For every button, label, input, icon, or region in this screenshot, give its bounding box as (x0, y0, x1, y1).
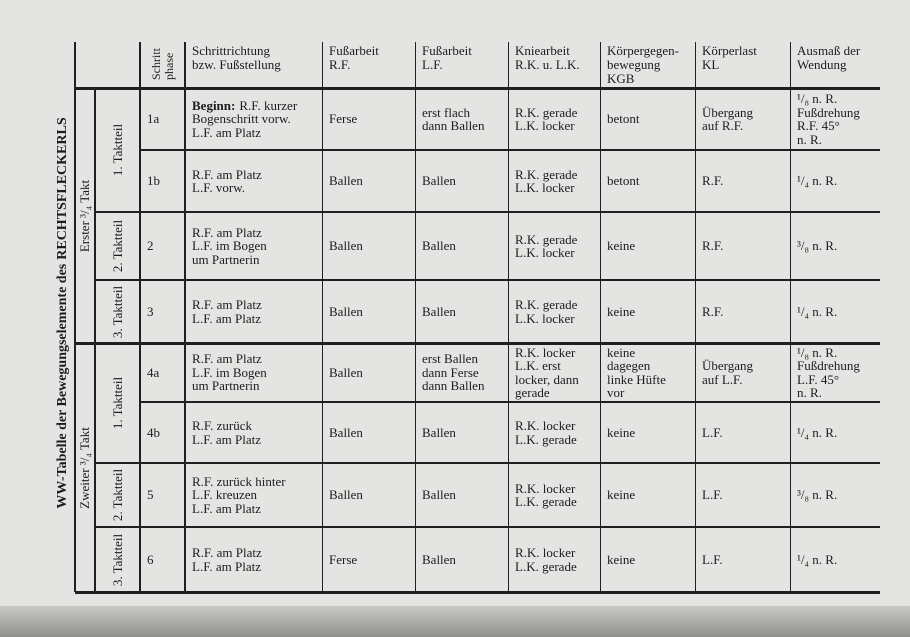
cell-line: R.F. am Platz (192, 351, 262, 367)
taktteil-label: 3. Taktteil (110, 533, 125, 586)
cell-line: L.F. am Platz (192, 431, 262, 447)
table-cell (422, 212, 506, 280)
cell-line: dann Ballen (422, 378, 485, 394)
cell-line: Körpergegen- (607, 43, 679, 58)
table-cell (797, 463, 878, 527)
cell-line: 5 (147, 487, 154, 503)
cell-line: keine (607, 238, 636, 254)
table-cell (422, 527, 506, 592)
step-label (147, 280, 183, 343)
cell-line: Wendung (797, 57, 847, 72)
table-cell (329, 463, 413, 527)
cell-line: bzw. Fußstellung (192, 57, 281, 72)
table-cell (607, 280, 693, 343)
table-header-cell (702, 44, 787, 72)
table-cell (329, 150, 413, 212)
cell-line: ¹/₈ n. R. (797, 344, 838, 360)
table-cell (607, 463, 693, 527)
taktteil-label: 1. Taktteil (110, 123, 125, 177)
cell-line: R.K. gerade (515, 297, 578, 312)
cell-line: um Partnerin (192, 378, 260, 394)
cell-line: erst flach (422, 104, 471, 120)
cell-line: keine (607, 487, 636, 503)
cell-line: L.F. am Platz (192, 310, 262, 326)
cell-line: L.F. 45° (797, 371, 840, 387)
cell-line: betont (607, 173, 640, 189)
cell-line: Ballen (329, 424, 363, 440)
table-cell (192, 463, 320, 527)
cell-line: Fußdrehung (797, 104, 860, 120)
cell-line: ¹/₄ n. R. (797, 424, 838, 440)
cell-line: auf R.F. (702, 118, 744, 133)
table-row (0, 527, 910, 592)
table-header-cell (192, 44, 319, 72)
table-cell (192, 150, 320, 212)
table-cell (797, 402, 878, 463)
step-label (147, 527, 183, 592)
cell-line: R.K. locker (515, 344, 576, 360)
cell-line: dagegen (607, 358, 651, 373)
cell-line: ³/₈ n. R. (797, 487, 838, 503)
step-label (147, 150, 183, 212)
cell-line: KL (702, 57, 720, 72)
cell-line: L.K. gerade (515, 431, 577, 447)
cell-line: Fußarbeit (329, 43, 379, 58)
table-cell (422, 402, 506, 463)
table-cell (515, 280, 598, 343)
cell-line: 4b (147, 424, 160, 440)
cell-line: Fußarbeit (422, 43, 472, 58)
cell-line: L.F. (702, 551, 723, 567)
table-cell (797, 343, 878, 402)
cell-line: vor (607, 385, 625, 400)
table-cell (515, 343, 598, 402)
cell-line: L.F. im Bogen (192, 364, 267, 380)
cell-line: R.K. locker (515, 480, 576, 496)
cell-line: R.F. 45° (797, 118, 840, 133)
cell-line: erst Ballen (422, 351, 478, 367)
cell-line: Ballen (329, 238, 363, 254)
cell-line: R.F. (702, 303, 724, 319)
table-cell (607, 402, 693, 463)
table-cell (515, 88, 598, 150)
table-cell (797, 527, 878, 592)
cell-line: Ballen (329, 173, 363, 189)
cell-line: n. R. (797, 131, 822, 147)
cell-line: linke Hüfte (607, 371, 666, 387)
table-cell (192, 88, 320, 150)
taktteil-label: 1. Taktteil (110, 376, 125, 430)
cell-line: ¹/₄ n. R. (797, 173, 838, 189)
table-cell (515, 150, 598, 212)
table-cell (607, 527, 693, 592)
table-cell (702, 527, 788, 592)
table-cell (329, 212, 413, 280)
cell-line: L.F. im Bogen (192, 238, 267, 254)
cell-line: keine (607, 424, 636, 440)
cell-line: um Partnerin (192, 251, 260, 267)
table-cell (702, 150, 788, 212)
table-cell (515, 402, 598, 463)
cell-line: Ballen (422, 303, 456, 319)
table-cell (702, 343, 788, 402)
cell-line: dann Ferse (422, 364, 479, 380)
cell-line: L.F. kreuzen (192, 487, 258, 503)
step-label (147, 212, 183, 280)
cell-line: R.F. (702, 173, 724, 189)
table-cell (515, 527, 598, 592)
cell-line: R.K. locker (515, 418, 576, 433)
cell-line: L.K. locker (515, 180, 575, 195)
table-cell (702, 280, 788, 343)
cell-line: L.K. locker (515, 310, 575, 326)
cell-line: Körperlast (702, 43, 757, 58)
cell-line: Fußdrehung (797, 358, 860, 373)
cell-line: L.F. (422, 57, 443, 72)
table-cell (329, 527, 413, 592)
step-label (147, 343, 183, 402)
cell-line: L.K. locker (515, 118, 575, 133)
table-row (0, 343, 910, 402)
table-row (0, 150, 910, 212)
taktteil-label: 3. Taktteil (110, 285, 125, 338)
cell-line: L.K. gerade (515, 494, 577, 509)
table-cell (422, 463, 506, 527)
table-cell (607, 343, 693, 402)
table-cell (192, 280, 320, 343)
cell-line: Schritt (149, 48, 163, 80)
table-cell (329, 402, 413, 463)
cell-line: betont (607, 111, 640, 127)
table-cell (422, 88, 506, 150)
cell-line: dann Ballen (422, 118, 485, 133)
table-row (0, 88, 910, 150)
cell-line: keine (607, 551, 636, 567)
cell-line: Schrittrichtung (192, 43, 270, 58)
cell-line: 2 (147, 238, 154, 254)
cell-line: R.K. gerade (515, 166, 578, 182)
cell-line: ³/₈ n. R. (797, 238, 838, 254)
table-cell (192, 402, 320, 463)
cell-line: Ferse (329, 111, 358, 127)
cell-line: Ballen (422, 551, 456, 567)
table-cell (192, 212, 320, 280)
cell-line: ¹/₄ n. R. (797, 551, 838, 567)
cell-line: R.K. locker (515, 545, 576, 560)
table-cell (702, 402, 788, 463)
cell-line: Ballen (329, 303, 363, 319)
title-prefix: WW-Tabelle der Bewegungselemente des (55, 263, 70, 509)
table-header-cell (607, 44, 692, 86)
cell-line: gerade (515, 385, 550, 400)
table-row (0, 212, 910, 280)
cell-line: Ballen (329, 364, 363, 380)
cell-line: R.F. am Platz (192, 166, 262, 182)
cell-line: L.F. vorw. (192, 180, 246, 195)
cell-line: R.F. am Platz (192, 297, 262, 312)
title-emphasis: RECHTSFLECKERLS (55, 117, 70, 260)
table-cell (192, 343, 320, 402)
table-row (0, 280, 910, 343)
cell-line: R.F. am Platz (192, 545, 262, 560)
cell-line: L.K. gerade (515, 558, 577, 574)
table-cell (329, 343, 413, 402)
step-label (147, 88, 183, 150)
cell-line: Ballen (422, 487, 456, 503)
cell-line: Ferse (329, 551, 358, 567)
takt-label: Erster ³/₄ Takt (77, 179, 92, 252)
cell-line: Übergang (702, 358, 754, 373)
table-cell (329, 280, 413, 343)
cell-line: KGB (607, 71, 635, 86)
table-cell (702, 463, 788, 527)
table-cell (607, 212, 693, 280)
cell-line: R.F. am Platz (192, 224, 262, 240)
cell-line: Ballen (329, 487, 363, 503)
takt-label: Zweiter ³/₄ Takt (77, 426, 92, 509)
cell-line: ¹/₈ n. R. (797, 91, 838, 106)
cell-line: auf L.F. (702, 371, 743, 387)
cell-line: L.K. erst (515, 358, 561, 373)
cell-line: phase (162, 52, 176, 80)
taktteil-label: 2. Taktteil (110, 219, 125, 273)
taktteil-label: 2. Taktteil (110, 468, 125, 522)
cell-line: R.F. zurück hinter (192, 473, 286, 489)
cell-line: Übergang (702, 104, 754, 120)
cell-line: L.K. locker (515, 245, 575, 260)
table-cell (515, 212, 598, 280)
cell-line: Ballen (422, 238, 456, 254)
table-cell (192, 527, 320, 592)
cell-line: bewegung (607, 57, 661, 72)
cell-line: L.F. am Platz (192, 124, 262, 140)
cell-line: 1b (147, 173, 160, 189)
table-cell (422, 343, 506, 402)
table-row (0, 463, 910, 527)
cell-line: keine (607, 303, 636, 319)
table-cell (607, 88, 693, 150)
step-label (147, 463, 183, 527)
table-cell (422, 150, 506, 212)
cell-line: L.F. (702, 487, 723, 503)
cell-text: R.F. kurzer (239, 97, 298, 113)
table-cell (797, 212, 878, 280)
table-cell (797, 150, 878, 212)
table-cell (329, 88, 413, 150)
cell-line (192, 99, 320, 113)
cell-line: 6 (147, 551, 154, 567)
table-header-cell (422, 44, 505, 72)
cell-line: Bogenschritt vorw. (192, 111, 291, 127)
table-cell (797, 280, 878, 343)
table-cell (797, 88, 878, 150)
table-header-cell (515, 44, 597, 72)
cell-line: keine (607, 344, 636, 360)
lead-label: Beginn: (192, 97, 236, 113)
cell-line: locker, dann (515, 371, 579, 387)
step-phase-header (150, 48, 176, 80)
table-cell (702, 212, 788, 280)
table-cell (515, 463, 598, 527)
table-cell (607, 150, 693, 212)
cell-line: L.F. am Platz (192, 500, 262, 516)
cell-line: 1a (147, 111, 160, 127)
table-cell (422, 280, 506, 343)
cell-line: R.K. u. L.K. (515, 57, 580, 72)
cell-line: R.K. gerade (515, 104, 578, 120)
table-row (0, 402, 910, 463)
cell-line: L.F. am Platz (192, 558, 262, 574)
cell-line: R.F. (702, 238, 724, 254)
cell-line: L.F. (702, 424, 723, 440)
cell-line: Ausmaß der (797, 43, 861, 58)
table-cell (702, 88, 788, 150)
cell-line: Ballen (422, 424, 456, 440)
table-header-cell (797, 44, 877, 72)
cell-line: R.F. zurück (192, 418, 252, 433)
cell-line: n. R. (797, 385, 822, 400)
cell-line: 4a (147, 364, 160, 380)
cell-line: 3 (147, 303, 154, 319)
cell-line: Ballen (422, 173, 456, 189)
cell-line: Kniearbeit (515, 43, 570, 58)
cell-line: R.K. gerade (515, 231, 578, 247)
step-label (147, 402, 183, 463)
table-header-cell (329, 44, 412, 72)
cell-line: R.F. (329, 57, 351, 72)
cell-line: ¹/₄ n. R. (797, 303, 838, 319)
